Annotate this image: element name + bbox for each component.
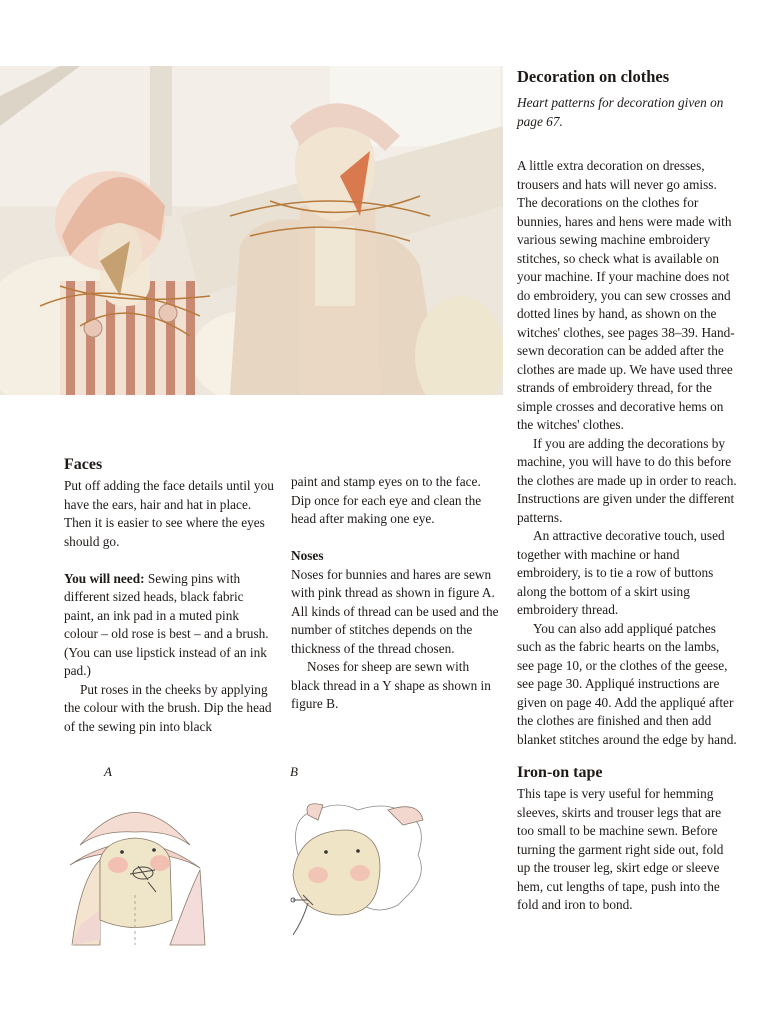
you-will-need-text: Sewing pins with different sized heads, black fabric paint, an ink pad in a muted pink colour – old rose is best – and a brush. (You can use lipstick instead of an ink pad.) [64, 570, 269, 678]
decoration-paragraph-1: A little extra decoration on dresses, trousers and hats will never go amiss. The decorations on the clothes for bunnies, hares and hens were made with various sewing machine embroidery stitches, so check what is available on your machine. If your machine does not do embroidery, you can sew crosses and dotted lines by hand, as shown on the witches' clothes, see pages 38–39. Hand-sewn decoration can be added after the clothes are made up. We have used three strands of embroidery thread, for the simple crosses and decorative hems on the witches' clothes. [517, 158, 735, 432]
roses-paragraph: Put roses in the cheeks by applying the colour with the brush. Dip the head of the sewing pin into black [64, 681, 272, 734]
eyes-continued-paragraph: paint and stamp eyes on to the face. Dip once for each eye and clean the head after making one eye. [291, 474, 482, 526]
faces-column [64, 455, 276, 736]
decoration-heading: Decoration on clothes [517, 67, 670, 86]
decoration-paragraph-4: You can also add appliqué patches such as the fabric hearts on the lambs, see page 10, or the clothes of the geese, see page 30. Appliqué instructions are given on page 40. Add the appliqué after the clothes are finished and then add blanket stitches around the edge by hand. [517, 620, 737, 747]
figure-b-label: B [290, 764, 298, 779]
noses-paragraph-1: Noses for bunnies and hares are sewn with pink thread as shown in figure A. All kinds of thread can be used and the number of stitches depends on the thickness of the thread chosen. [291, 566, 499, 656]
figure-a-label: A [104, 764, 112, 779]
figure-b-sheep-illustration [278, 795, 438, 945]
noses-column [291, 473, 501, 714]
geese-dolls-photo [0, 66, 503, 395]
heart-patterns-note: Heart patterns for decoration given on page 67. [517, 95, 724, 129]
decoration-paragraph-2: If you are adding the decorations by machine, you will have to do this before the clothes are made up in order to reach. Instructions are given under the different patterns. [517, 435, 737, 525]
figure-a-bunny-illustration [60, 790, 210, 950]
faces-intro: Put off adding the face details until you have the ears, hair and hat in place. Then it is easier to see where the eyes should go. [64, 478, 274, 549]
you-will-need-paragraph [64, 570, 276, 681]
you-will-need-lead: You will need: [64, 570, 145, 586]
faces-heading: Faces [64, 456, 103, 473]
iron-on-tape-heading: Iron-on tape [517, 764, 603, 781]
iron-on-tape-paragraph: This tape is very useful for hemming sleeves, skirts and trouser legs that are too small to be machine sewn. Before turning the garment right side out, fold up the trouser leg, skirt edge or sleeve hem, cut lengths of tape, push into the fold and iron to bond. [517, 786, 724, 912]
decoration-paragraph-3: An attractive decorative touch, used together with machine or hand embroidery, is to tie a row of buttons along the bottom of a skirt using embroidery thread. [517, 528, 725, 617]
decoration-column [517, 66, 739, 915]
noses-paragraph-2: Noses for sheep are sewn with black thread in a Y shape as shown in figure B. [291, 659, 491, 711]
noses-heading: Noses [291, 548, 324, 563]
